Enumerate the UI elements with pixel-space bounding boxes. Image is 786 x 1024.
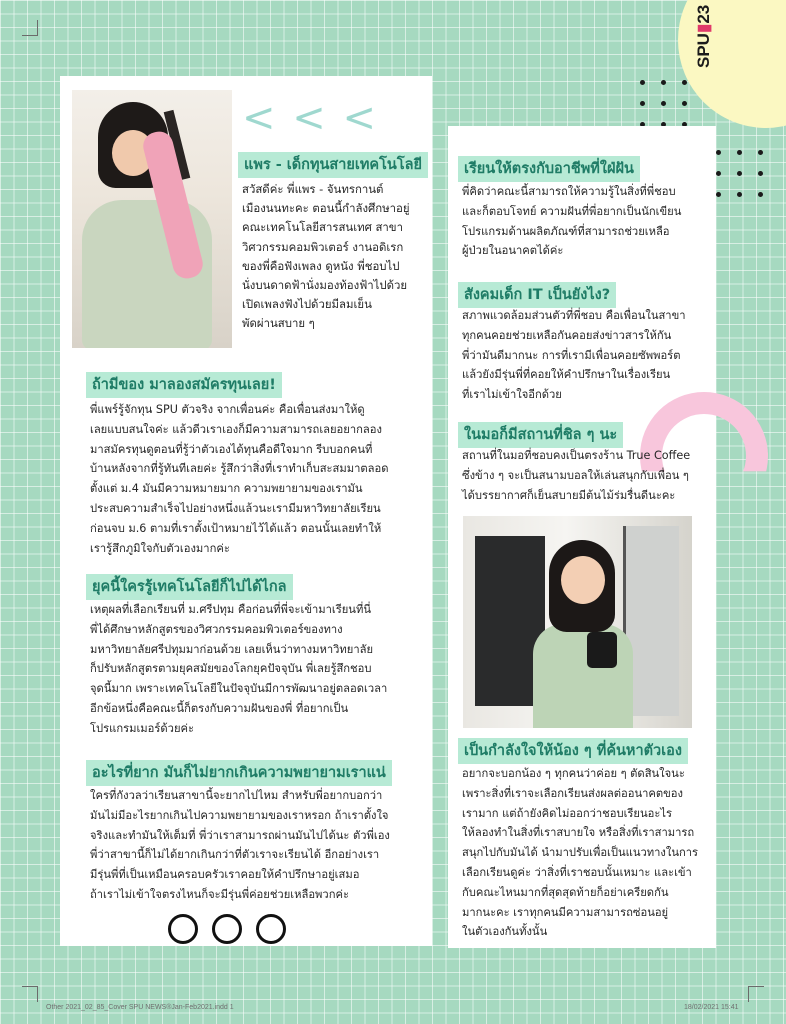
tag-divider: ▮ — [694, 23, 713, 34]
section-text-scholarship — [90, 400, 426, 558]
text-line: ได้บรรยากาศก็เย็นสบายมีต้นไม้ร่มรื่นดีนะคะ — [462, 488, 676, 502]
section-text-it-society — [462, 306, 708, 405]
text-line: อีกข้อหนึ่งคือคณะนี้ก็ตรงกับความฝันของพี่ ที่อยากเป็น — [90, 701, 349, 715]
text-line: ซึ่งข้าง ๆ จะเป็นสนามบอลให้เล่นสนุกกับเพื่อน ๆ — [462, 468, 689, 482]
intro-line: พัดผ่านสบาย ๆ — [242, 316, 315, 331]
text-line: เรามาก แต่ถ้ายังคิดไม่ออกว่าชอบเรียนอะไร — [462, 806, 672, 820]
text-line: ถ้าเราไม่เข้าใจตรงไหนก็จะมีรุ่นพี่ค่อยช่วยเหลือพวกค่ะ — [90, 887, 349, 901]
text-line: อยากจะบอกน้อง ๆ ทุกคนว่าค่อย ๆ ตัดสินใจนะ — [462, 767, 685, 780]
chevron-left-icons: < < < — [242, 95, 378, 141]
text-line: ให้ลองทำในสิ่งที่เราสบายใจ หรือสิ่งที่เราสามารถ — [462, 826, 695, 840]
text-line: ทุกคนคอยช่วยเหลือกันคอยส่งข่าวสารให้กัน — [462, 328, 672, 342]
photo-student-ukulele — [72, 90, 232, 348]
text-line: กับคณะไหนมากที่สุดสุดท้ายก็อย่าเครียดกัน — [462, 885, 669, 899]
ring-circle — [256, 914, 286, 944]
intro-line: นั่งบนดาดฟ้านั่งมองท้องฟ้าไปด้วย — [242, 278, 408, 293]
text-line: แล้วยังมีรุ่นพี่ที่คอยให้คำปรึกษาในเรื่องเรียน — [462, 368, 671, 382]
text-line: พี่ได้ศึกษาหลักสูตรของวิศวกรรมคอมพิวเตอร์ของทาง — [90, 622, 343, 636]
text-line: ก่อนจบ ม.6 ตามที่เราตั้งเป้าหมายไว้ได้แล้ว ตอนนั้นเลยทำให้ — [90, 521, 382, 535]
intro-line: วิศวกรรมคอมพิวเตอร์ งานอดิเรก — [242, 239, 404, 254]
section-heading-scholarship: ถ้ามีของ มาลองสมัครทุนเลย! — [86, 372, 282, 398]
text-line: มาสมัครทุนดูตอนที่รู้ว่าตัวเองได้ทุนคือดีใจมาก รีบบอกคนที่ — [90, 442, 373, 456]
intro-line: สวัสดีค่ะ พี่แพร - จันทรกานต์ — [242, 182, 384, 196]
text-line: ผู้ป่วยในอนาคตได้ค่ะ — [462, 244, 564, 258]
section-heading-encouragement: เป็นกำลังใจให้น้อง ๆ ที่ค้นหาตัวเอง — [458, 738, 688, 764]
section-text-chill-place — [462, 446, 708, 505]
intro-text — [242, 180, 426, 334]
text-line: เหตุผลที่เลือกเรียนที่ ม.ศรีปทุม คือก่อนที่พี่จะเข้ามาเรียนที่นี่ — [90, 603, 371, 616]
pink-arch-tip-right — [746, 444, 768, 466]
ring-decoration — [168, 914, 286, 944]
text-line: และก็ตอบโจทย์ ความฝันที่พี่อยากเป็นนักเขียน — [462, 204, 682, 218]
intro-heading: แพร - เด็กทุนสายเทคโนโลยี — [238, 152, 428, 178]
section-heading-chill-place: ในมอก็มีสถานที่ชิล ๆ นะ — [458, 422, 623, 448]
intro-line: ของพี่คือฟังเพลง ดูหนัง พี่ชอบไป — [242, 258, 400, 273]
text-line: พี่แพร์รู้จักทุน SPU ตัวจริง จากเพื่อนค่ะ คือเพื่อนส่งมาให้ดู — [90, 403, 365, 416]
dot-grid-right — [716, 150, 763, 197]
intro-line: เปิดเพลงฟังไปด้วยมีลมเย็น — [242, 297, 372, 312]
ring-circle — [168, 914, 198, 944]
crop-mark-bottom-right — [748, 986, 764, 1002]
text-line: ประสบความสำเร็จไปอย่างหนึ่งแล้วนะเรามีมหาวิทยาลัยเรียน — [90, 501, 381, 515]
intro-line: คณะเทคโนโลยีสารสนเทศ สาขา — [242, 220, 403, 235]
text-line: ใครที่กังวลว่าเรียนสาขานี้จะยากไปไหม สำหรับพี่อยากบอกว่า — [90, 789, 383, 802]
issue-tag — [694, 5, 714, 68]
text-line: เพราะสิ่งที่เราจะเลือกเรียนส่งผลต่ออนาคตของ — [462, 786, 683, 800]
intro-line: เมืองนนทะคะ ตอนนี้กำลังศึกษาอยู่ — [242, 201, 410, 216]
print-slug-filename: Other 2021_02_85_Cover SPU NEWS®Jan-Feb2021.indd 1 — [46, 1004, 234, 1011]
text-line: พี่ว่าสาขานี้ก็ไม่ได้ยากเกินกว่าที่ตัวเราจะเรียนได้ อีกอย่างเรา — [90, 848, 380, 862]
text-line: เลยแบบสนใจค่ะ แล้วดีวเราเองก็มีความสามารถเลยอยากลอง — [90, 422, 382, 436]
text-line: โปรแกรมด้านผลิตภัณฑ์ที่สามารถช่วยเหลือ — [462, 224, 670, 238]
text-line: สภาพแวดล้อมส่วนตัวที่พี่ชอบ คือเพื่อนในสาขา — [462, 309, 686, 322]
text-line: มหาวิทยาลัยศรีปทุมมาก่อนด้วย เลยเห็นว่าทางมหาวิทยาลัย — [90, 642, 374, 656]
crop-mark-top-left — [22, 20, 38, 36]
text-line: เรารู้สึกภูมิใจกับตัวเองมากค่ะ — [90, 541, 230, 555]
magazine-tag-text: SPU — [694, 33, 713, 68]
text-line: ที่เราไม่เข้าใจอีกด้วย — [462, 388, 562, 402]
section-heading-it-society: สังคมเด็ก IT เป็นยังไง? — [458, 282, 616, 308]
text-line: จริงและทำมันให้เต็มที่ พี่ว่าเราสามารถผ่านมันไปได้นะ ตัวพี่เอง — [90, 828, 390, 842]
text-line: มีรุ่นพี่ที่เป็นเหมือนครอบครัวเราคอยให้คำปรึกษาอยู่เสมอ — [90, 868, 360, 882]
text-line: ก็ปรับหลักสูตรตามยุคสมัยของโลกยุคปัจจุบัน พี่เลยรู้สึกชอบ — [90, 662, 372, 676]
section-text-career — [462, 182, 708, 261]
dot-grid-top — [640, 80, 687, 127]
text-line: พี่คิดว่าคณะนี้สามารถให้ความรู้ในสิ่งที่พี่ชอบ — [462, 185, 676, 198]
crop-mark-bottom-left — [22, 986, 38, 1002]
text-line: พี่ว่ามันดีมากนะ การที่เรามีเพื่อนคอยซัพพอร์ต — [462, 348, 681, 362]
print-slug-date: 18/02/2021 15:41 — [684, 1004, 739, 1011]
ring-circle — [212, 914, 242, 944]
section-heading-career: เรียนให้ตรงกับอาชีพที่ใฝ่ฝัน — [458, 156, 640, 182]
section-text-technology — [90, 600, 426, 739]
text-line: ตั้งแต่ ม.4 มันมีความหมายมาก ความพยายามของเรามัน — [90, 482, 363, 496]
text-line: มากนะคะ เราทุกคนมีความสามารถซ่อนอยู่ — [462, 905, 669, 919]
section-heading-effort: อะไรที่ยาก มันก็ไม่ยากเกินความพยายามเราแน่ — [86, 760, 392, 786]
text-line: มันไม่มีอะไรยากเกินไปความพยายามของเราหรอก ถ้าเราตั้งใจ — [90, 808, 389, 822]
issue-number-text: 23 — [694, 4, 713, 24]
photo-student-peace-sign — [463, 516, 692, 728]
text-line: ในตัวเองกันทั้งนั้น — [462, 925, 548, 939]
text-line: เลือกเรียนดูค่ะ ว่าสิ่งที่เราชอบนั้นเหมาะ และเข้า — [462, 865, 692, 879]
section-text-effort — [90, 786, 426, 905]
section-text-encouragement — [462, 764, 708, 942]
text-line: โปรแกรมเมอร์ด้วยค่ะ — [90, 721, 195, 735]
text-line: บ้านหลังจากที่รู้ทันทีเลยค่ะ รู้สึกว่าสิ่งที่เราทำเก็บสะสมมาตลอด — [90, 462, 389, 476]
text-line: จุดนี้มาก เพราะเทคโนโลยีในปัจจุบันมีการพัฒนาอยู่ตลอดเวลา — [90, 682, 388, 696]
text-line: สนุกไปกับมันได้ นำมาปรับเพื่อเป็นแนวทางในการ — [462, 846, 699, 860]
text-line: สถานที่ในมอที่ชอบคงเป็นตรงร้าน True Coffee — [462, 449, 691, 462]
section-heading-technology: ยุคนี้ใครรู้เทคโนโลยีก็ไปได้ไกล — [86, 574, 293, 600]
